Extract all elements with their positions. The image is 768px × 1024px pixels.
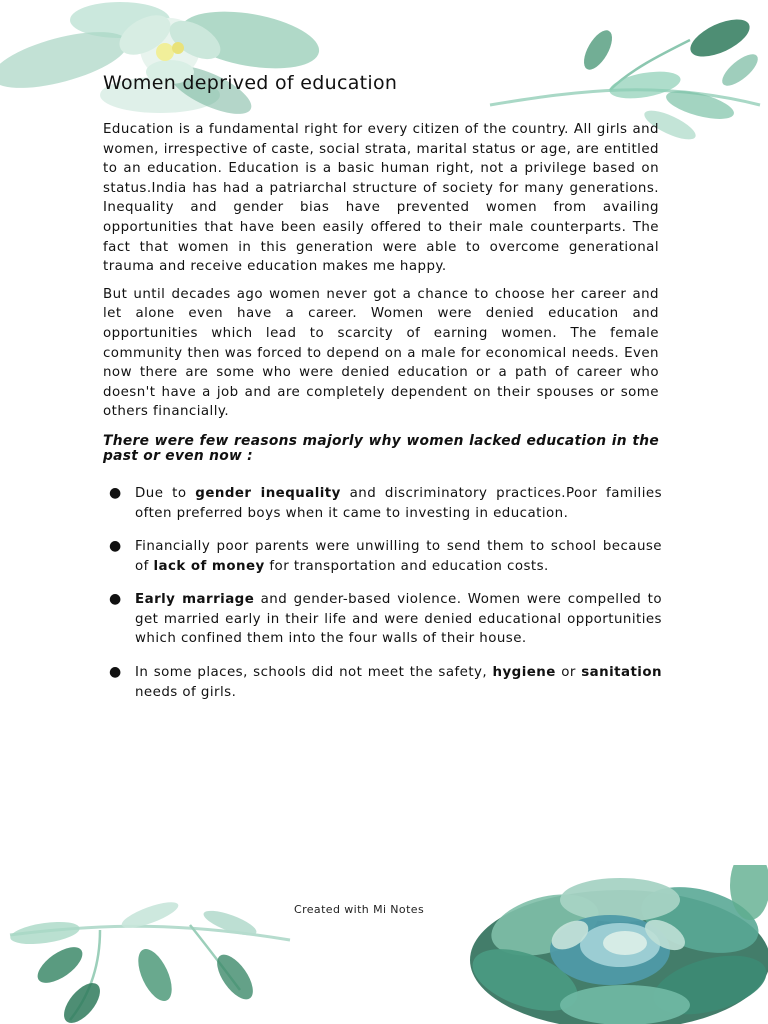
bullet-icon: ● — [109, 591, 122, 608]
list-item: ● Due to gender inequality and discriminatory practices.Poor families often preferred boys when it came to investing in education. — [109, 484, 663, 521]
top-left-flower-decoration — [0, 0, 330, 120]
reasons-heading: There were few reasons majorly why women lacked education in the past or even now : — [103, 432, 659, 464]
reasons-list — [103, 484, 663, 702]
bullet-icon: ● — [109, 664, 122, 681]
paragraph: But until decades ago women never got a chance to choose her career and let alone even have a career. Women were denied education and opportunities which lead to scarcity of earning women. The female community then was forced to depend on a male for economical needs. Even now there are some who were denied education or a path of career who doesn't have a job and are completely dependent on their spouses or some others financially. — [103, 286, 659, 420]
list-item: ● Financially poor parents were unwilling to send them to school because of lack of money for transportation and education costs. — [109, 538, 662, 574]
bullet-icon: ● — [109, 484, 122, 501]
list-item: ● In some places, schools did not meet the safety, hygiene or sanitation needs of girls. — [109, 664, 662, 700]
footer-credit: Created with Mi Notes — [294, 903, 425, 916]
page-title: Women deprived of education — [103, 72, 398, 94]
bottom-left-leaf-decoration — [0, 895, 300, 1024]
paragraph: Education is a fundamental right for every citizen of the country. All girls and women, irrespective of caste, social strata, marital status or age, are entitled to an education. Education is a basic human right, not a privilege based on status.India has had a patriarchal structure of society for many generations. Inequality and gender bias have prevented women from availing opportunities that have been easily offered to their male counterparts. The fact that women in this generation were able to overcome generational trauma and receive education makes me happy. — [103, 122, 659, 275]
note-body — [103, 120, 663, 716]
bottom-right-succulent-decoration — [450, 865, 768, 1024]
list-item: ● Early marriage and gender-based violence. Women were compelled to get married early in their life and were denied educational opportunities which confined them into the four walls of their house. — [109, 591, 662, 647]
bullet-icon: ● — [109, 538, 122, 555]
